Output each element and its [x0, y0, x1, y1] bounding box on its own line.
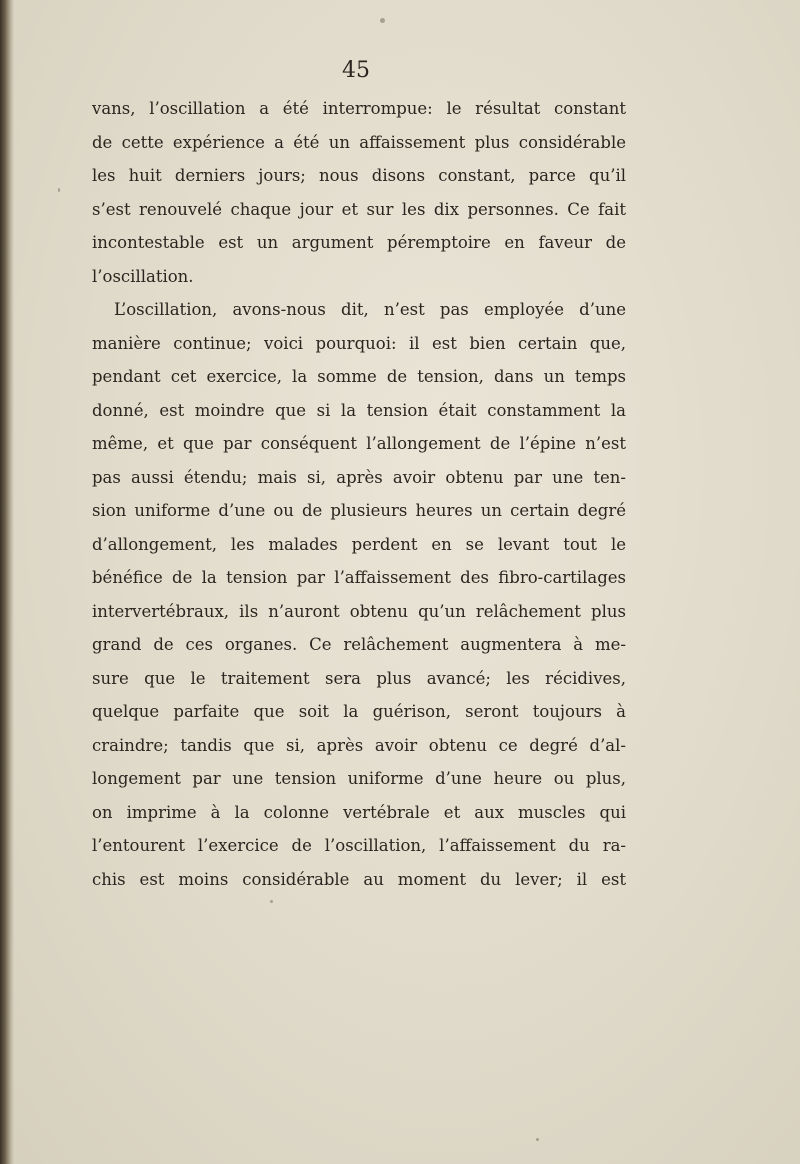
text-line: longement par une tension uniforme d’une heure ou plus, [92, 769, 626, 788]
text-line: d’allongement, les malades perdent en se levant tout le [92, 534, 626, 554]
text-line: quelque parfaite que soit la guérison, seront toujours à [92, 702, 626, 721]
text-line: L’oscillation, avons-nous dit, n’est pas employée d’une [114, 300, 626, 319]
text-line: l’oscillation. [92, 266, 194, 286]
text-line: sion uniforme d’une ou de plusieurs heures un certain degré [92, 501, 626, 520]
paper-speck [380, 18, 385, 23]
text-line: de cette expérience a été un affaissement plus considérable [92, 132, 626, 152]
binding-edge [0, 0, 14, 1164]
text-line: on imprime à la colonne vertébrale et aux muscles qui [92, 802, 626, 822]
paper-speck [536, 1138, 539, 1141]
page-number: 45 [342, 58, 370, 83]
text-line: l’entourent l’exercice de l’oscillation, l’affaissement du ra- [92, 836, 626, 855]
paper-speck [270, 900, 273, 903]
text-line: vans, l’oscillation a été interrompue: le résultat constant [92, 99, 626, 118]
text-line: incontestable est un argument péremptoire en faveur de [92, 233, 626, 252]
paragraph-1 [92, 92, 626, 293]
text-line: même, et que par conséquent l’allongement de l’épine n’est [92, 434, 626, 453]
text-line: pas aussi étendu; mais si, après avoir obtenu par une ten- [92, 467, 626, 487]
text-line: bénéfice de la tension par l’affaissement des fibro-cartilages [92, 568, 626, 587]
paragraph-2 [92, 293, 626, 896]
text-line: s’est renouvelé chaque jour et sur les dix personnes. Ce fait [92, 199, 626, 219]
text-line: craindre; tandis que si, après avoir obtenu ce degré d’al- [92, 735, 626, 755]
text-line: les huit derniers jours; nous disons constant, parce qu’il [92, 166, 626, 185]
text-line: sure que le traitement sera plus avancé; les récidives, [92, 668, 626, 688]
text-line: donné, est moindre que si la tension était constamment la [92, 400, 626, 420]
body-text [92, 92, 626, 896]
text-line: manière continue; voici pourquoi: il est bien certain que, [92, 333, 626, 353]
text-line: chis est moins considérable au moment du lever; il est [92, 869, 626, 889]
text-line: grand de ces organes. Ce relâchement augmentera à me- [92, 635, 626, 654]
paper-speck [58, 188, 60, 192]
text-line: pendant cet exercice, la somme de tension, dans un temps [92, 367, 626, 386]
text-line: intervertébraux, ils n’auront obtenu qu’un relâchement plus [92, 601, 626, 621]
